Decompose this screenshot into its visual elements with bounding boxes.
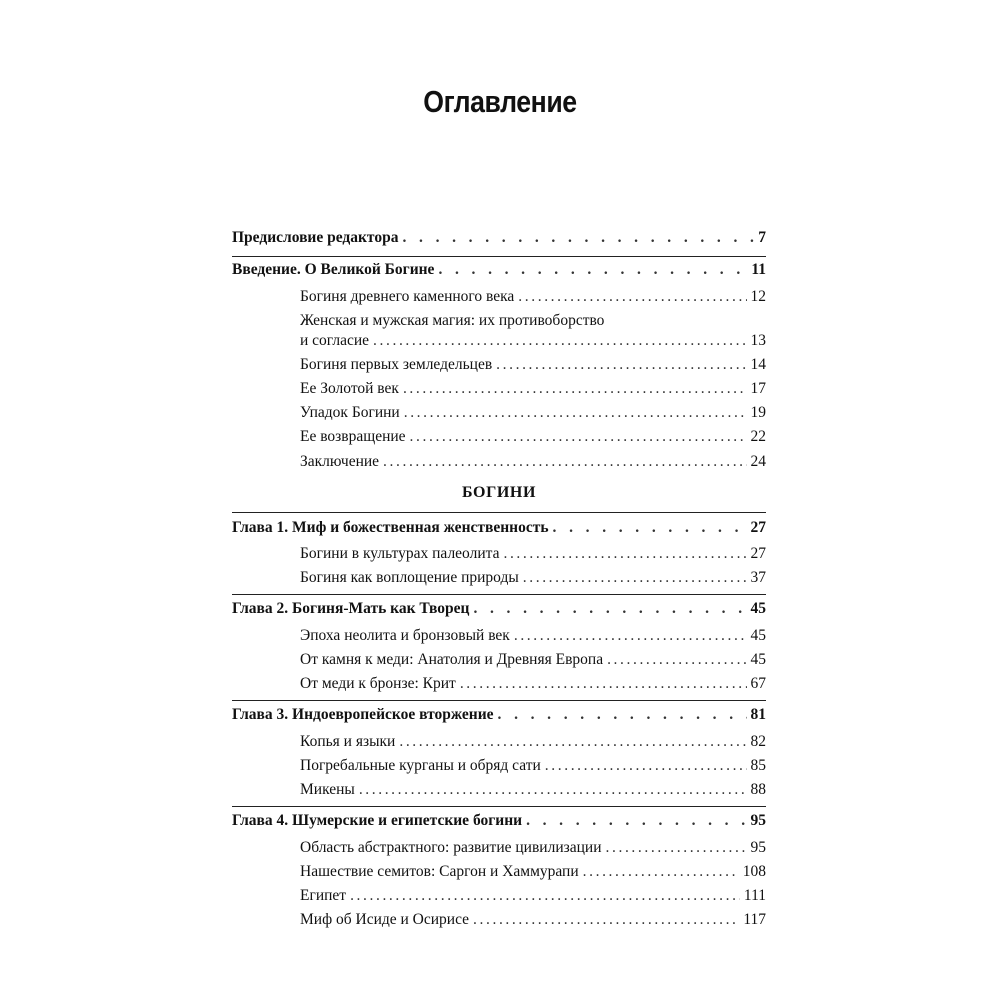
toc-entry-label: Эпоха неолита и бронзовый век bbox=[300, 627, 510, 644]
toc-entry-label: Глава 4. Шумерские и египетские богини bbox=[232, 812, 523, 829]
toc-entry-label: Глава 2. Богиня-Мать как Творец bbox=[232, 600, 470, 617]
toc-subentry[interactable] bbox=[300, 330, 766, 352]
toc-entry-label: Заключение bbox=[300, 453, 380, 470]
toc-entry-label: Область абстрактного: развитие цивилизации bbox=[300, 839, 602, 856]
dot-leader bbox=[399, 731, 746, 753]
toc-entry-label: и согласие bbox=[300, 332, 370, 349]
toc-subentry[interactable] bbox=[300, 673, 766, 695]
toc-entry-label: Копья и языки bbox=[300, 733, 396, 750]
toc-subentry[interactable] bbox=[300, 286, 766, 308]
toc-entry-page: 19 bbox=[750, 404, 766, 421]
toc-entry-page: 27 bbox=[750, 519, 766, 536]
dot-leader bbox=[373, 330, 746, 352]
toc-entry-page: 108 bbox=[742, 863, 766, 880]
toc-entry-page: 117 bbox=[743, 911, 766, 928]
toc-entry-label: Ее Золотой век bbox=[300, 380, 399, 397]
dot-leader bbox=[359, 779, 747, 801]
dot-leader bbox=[503, 543, 746, 565]
toc-subentry[interactable] bbox=[300, 567, 766, 589]
toc-entry-label: Введение. О Великой Богине bbox=[232, 261, 435, 278]
toc-entry-label: Микены bbox=[300, 781, 355, 798]
toc-entry-page: 24 bbox=[750, 453, 766, 470]
dot-leader bbox=[460, 673, 747, 695]
dot-leader bbox=[545, 755, 747, 777]
toc-entry-chapter-1[interactable] bbox=[232, 517, 766, 539]
toc-entry-page: 17 bbox=[750, 380, 766, 397]
toc-entry-label: Упадок Богини bbox=[300, 404, 400, 421]
section-heading: БОГИНИ bbox=[461, 484, 537, 501]
toc-subentry[interactable] bbox=[300, 731, 766, 753]
toc-subentry[interactable] bbox=[300, 402, 766, 424]
toc-entry-page: 95 bbox=[750, 812, 766, 829]
toc-subentry[interactable] bbox=[300, 354, 766, 376]
dot-leader bbox=[606, 837, 747, 859]
toc-entry-page: 27 bbox=[750, 545, 766, 562]
dot-leader bbox=[498, 704, 747, 726]
dot-leader bbox=[583, 861, 739, 883]
divider bbox=[232, 806, 766, 807]
dot-leader bbox=[523, 567, 747, 589]
toc-subentry[interactable] bbox=[300, 755, 766, 777]
divider bbox=[232, 512, 766, 513]
toc-entry-label: Богини в культурах палеолита bbox=[300, 545, 500, 562]
toc-entry-label: Ее возвращение bbox=[300, 428, 406, 445]
toc-entry-label: От камня к меди: Анатолия и Древняя Европа bbox=[300, 651, 604, 668]
dot-leader bbox=[350, 885, 740, 907]
divider bbox=[232, 700, 766, 701]
toc-entry-page: 81 bbox=[750, 706, 766, 723]
dot-leader bbox=[514, 625, 747, 647]
toc-subentry[interactable] bbox=[300, 625, 766, 647]
dot-leader bbox=[383, 451, 746, 473]
toc-entry-label: Нашествие семитов: Саргон и Хаммурапи bbox=[300, 863, 579, 880]
toc-entry-page: 85 bbox=[750, 757, 766, 774]
dot-leader bbox=[526, 810, 746, 832]
toc-entry-page: 111 bbox=[743, 887, 766, 904]
toc-entry-page: 22 bbox=[750, 428, 766, 445]
toc-subentry[interactable] bbox=[300, 909, 766, 931]
toc-subentry-first-line[interactable]: Женская и мужская магия: их противоборство bbox=[300, 312, 605, 329]
toc-entry-label: Глава 3. Индоевропейское вторжение bbox=[232, 706, 494, 723]
page-title: Оглавление bbox=[423, 84, 577, 119]
toc-subentry[interactable] bbox=[300, 885, 766, 907]
dot-leader bbox=[518, 286, 746, 308]
toc-entry-page: 11 bbox=[751, 261, 766, 278]
toc-entry-label: Миф об Исиде и Осирисе bbox=[300, 911, 470, 928]
toc-entry-page: 82 bbox=[750, 733, 766, 750]
toc-entry-page: 14 bbox=[750, 356, 766, 373]
toc-entry-page: 45 bbox=[750, 651, 766, 668]
dot-leader bbox=[410, 426, 747, 448]
toc-entry-label: Погребальные курганы и обряд сати bbox=[300, 757, 541, 774]
toc-entry-label: Египет bbox=[300, 887, 347, 904]
toc-entry-page: 45 bbox=[750, 600, 766, 617]
toc-subentry[interactable] bbox=[300, 451, 766, 473]
toc-subentry[interactable] bbox=[300, 779, 766, 801]
dot-leader bbox=[553, 517, 747, 539]
dot-leader bbox=[496, 354, 746, 376]
toc-subentry[interactable] bbox=[300, 378, 766, 400]
dot-leader bbox=[404, 402, 747, 424]
toc-entry-label: Богиня древнего каменного века bbox=[300, 288, 515, 305]
dot-leader bbox=[473, 909, 739, 931]
toc-entry-page: 37 bbox=[750, 569, 766, 586]
toc-entry-label: Богиня как воплощение природы bbox=[300, 569, 519, 586]
dot-leader bbox=[438, 259, 747, 281]
toc-entry-chapter-2[interactable] bbox=[232, 598, 766, 620]
toc-entry-label: От меди к бронзе: Крит bbox=[300, 675, 456, 692]
toc-entry-chapter-4[interactable] bbox=[232, 810, 766, 832]
dot-leader bbox=[607, 649, 746, 671]
toc-subentry[interactable] bbox=[300, 837, 766, 859]
divider bbox=[232, 594, 766, 595]
toc-entry-label: Предисловие редактора bbox=[232, 229, 399, 246]
toc-subentry[interactable] bbox=[300, 543, 766, 565]
toc-entry-introduction[interactable] bbox=[232, 259, 766, 281]
toc-subentry[interactable] bbox=[300, 861, 766, 883]
toc-entry-preface[interactable] bbox=[232, 227, 766, 249]
toc-entry-chapter-3[interactable] bbox=[232, 704, 766, 726]
toc-subentry[interactable] bbox=[300, 426, 766, 448]
toc-entry-label: Богиня первых земледельцев bbox=[300, 356, 493, 373]
toc-entry-page: 95 bbox=[750, 839, 766, 856]
toc-entry-page: 13 bbox=[750, 332, 766, 349]
toc-entry-label: Глава 1. Миф и божественная женственность bbox=[232, 519, 549, 536]
divider bbox=[232, 256, 766, 257]
dot-leader bbox=[403, 378, 747, 400]
toc-subentry[interactable] bbox=[300, 649, 766, 671]
toc-entry-page: 88 bbox=[750, 781, 766, 798]
toc-entry-page: 45 bbox=[750, 627, 766, 644]
toc-entry-page: 12 bbox=[750, 288, 766, 305]
toc-entry-page: 7 bbox=[758, 229, 766, 246]
toc-entry-page: 67 bbox=[750, 675, 766, 692]
dot-leader bbox=[402, 227, 754, 249]
dot-leader bbox=[473, 598, 746, 620]
